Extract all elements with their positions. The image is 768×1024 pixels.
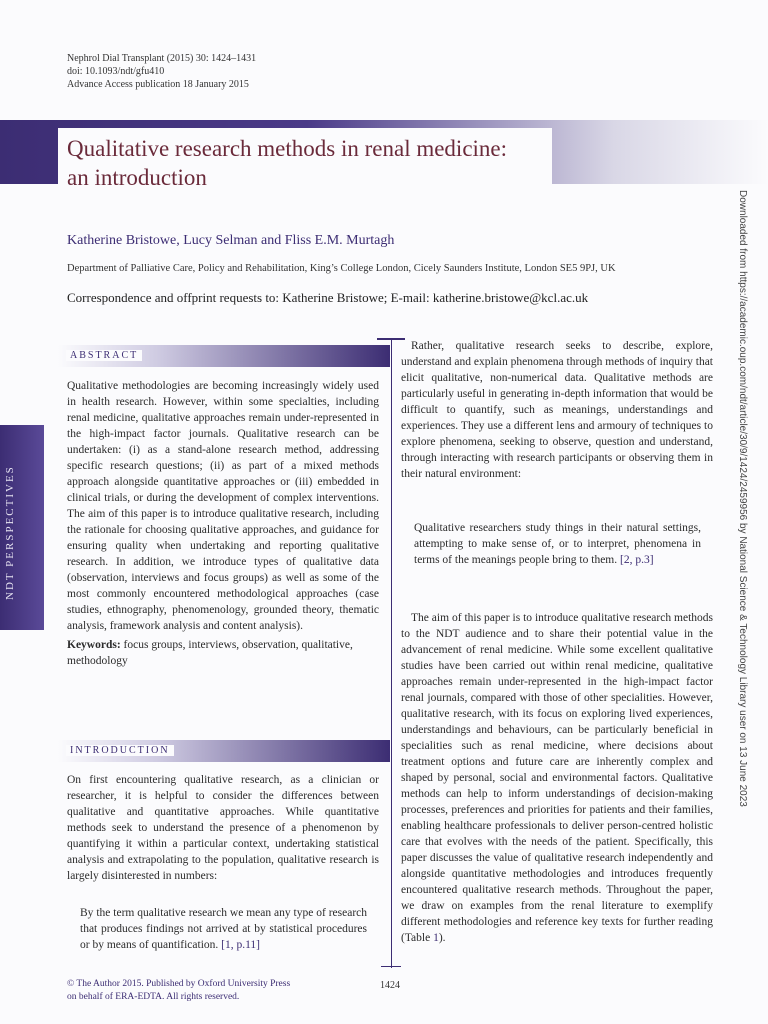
- abstract-text: Qualitative methodologies are becoming increasingly widely used in health research. However, within some specialties, including renal medicine, qualitative approaches remain under-represented in the high-impact factor journals. Qualitative research can be undertaken: (i) as a stand-alone research method, addressing specific research questions; (ii) as part of a mixed methods approach alongside quantitative approaches or (iii) embedded in clinical trials, or during the development of complex interventions. The aim of this paper is to introduce qualitative research, including the rationale for choosing qualitative approaches, and guidance for ensuring quality when undertaking and reporting qualitative research. In addition, we introduce types of qualitative data (observation, interviews and focus groups) as well as some of the most commonly encountered methodological approaches (case studies, ethnography, phenomenology, grounded theory, thematic analysis, framework analysis and content analysis).: [67, 380, 379, 632]
- quote-1: [80, 905, 367, 953]
- right-col-p1: Rather, qualitative research seeks to describe, explore, understand and explain phenomena through methods of inquiry that elicit qualitative, non-numerical data. Qualitative methods are particularly useful in generating in-depth information that would be difficult to quantify, such as meanings, understandings and experiences. They use a different lens and armoury of techniques to explore phenomena, seeking to observe, question and understand, through interacting with research participants or observing them in their natural environment:: [401, 340, 713, 480]
- page-number: 1424: [380, 980, 400, 991]
- abstract-heading: ABSTRACT: [66, 350, 142, 361]
- quote-2-text: Qualitative researchers study things in their natural settings, attempting to make sense of, or to interpret, phenomena in terms of the meanings people bring to them.: [414, 522, 701, 566]
- introduction-heading-bar: [58, 740, 390, 762]
- introduction-p1: On first encountering qualitative research, as a clinician or researcher, it is helpful to consider the differences between qualitative and quantitative approaches. While quantitative methods seek to understand the presence of a phenomenon by quantifying it within a particular context, undertaking statistical analysis and extrapolating to the population, qualitative research is largely disinterested in numbers:: [67, 774, 379, 882]
- access-date: Advance Access publication 18 January 2015: [67, 79, 249, 90]
- keywords-list: focus groups, interviews, observation, qualitative, methodology: [67, 639, 353, 667]
- table-1-ref[interactable]: 1: [433, 932, 439, 944]
- quote-1-ref[interactable]: [1, p.11]: [221, 939, 261, 951]
- download-notice: Downloaded from https://academic.oup.com/ndt/article/30/9/1424/2459956 by National Science & Technology Library user on 13 June 2023: [737, 190, 748, 807]
- quote-1-text: By the term qualitative research we mean any type of research that produces findings not arrived at by statistical procedures or by means of quantification.: [80, 907, 367, 951]
- copyright-footer: [67, 978, 290, 1004]
- right-col-p2: The aim of this paper is to introduce qualitative research methods to the NDT audience and to share their potential value in the advancement of renal medicine. While some excellent qualitative studies have been carried out within renal medicine, qualitative approaches remain under-represented in the high-impact factor renal journals, compared with those of other specialities. However, qualitative research, with its focus on exploring lived experiences, understandings and behaviours, can be particularly beneficial in specialities such as renal medicine, where decisions about treatment options and future care are inherently complex and shaped by personal, social and environmental factors. Qualitative methods can help to inform understandings of decision-making processes, preferences and priorities for patients and their families, enabling healthcare professionals to deliver person-centred holistic care that evolves with the needs of the patient. Specifically, this paper discusses the value of qualitative research independently and alongside quantitative methodologies and introduces frequently encountered qualitative research methods. Throughout the paper, we draw on examples from the renal literature to exemplify different methodologies and reference key texts for further reading (Table 1).: [401, 612, 713, 944]
- abstract-body: [67, 378, 379, 669]
- column-divider: [391, 338, 392, 968]
- column-divider-bottom: [381, 966, 401, 967]
- keywords: [67, 637, 379, 669]
- side-section-label: NDT PERSPECTIVES: [4, 465, 16, 600]
- abstract-heading-bar: [58, 345, 390, 367]
- article-title: Qualitative research methods in renal medicine: an introduction: [67, 136, 508, 190]
- correspondence: Correspondence and offprint requests to: Katherine Bristowe; E-mail: katherine.bristowe@kcl.ac.uk: [67, 290, 589, 305]
- article-meta: [67, 52, 256, 91]
- quote-2-ref[interactable]: [2, p.3]: [620, 554, 654, 566]
- keywords-label: Keywords:: [67, 639, 121, 651]
- affiliation: Department of Palliative Care, Policy and Rehabilitation, King’s College London, Cicely Saunders Institute, London SE5 9PJ, UK: [67, 263, 616, 274]
- quote-2: [414, 520, 701, 568]
- introduction-heading: INTRODUCTION: [66, 745, 174, 756]
- doi[interactable]: doi: 10.1093/ndt/gfu410: [67, 66, 165, 77]
- copyright: © The Author 2015. Published by Oxford University Press: [67, 979, 291, 989]
- journal-citation: Nephrol Dial Transplant (2015) 30: 1424–1431: [67, 53, 257, 64]
- rights: on behalf of ERA-EDTA. All rights reserved.: [67, 992, 240, 1002]
- author-list[interactable]: Katherine Bristowe, Lucy Selman and Fliss E.M. Murtagh: [67, 233, 395, 248]
